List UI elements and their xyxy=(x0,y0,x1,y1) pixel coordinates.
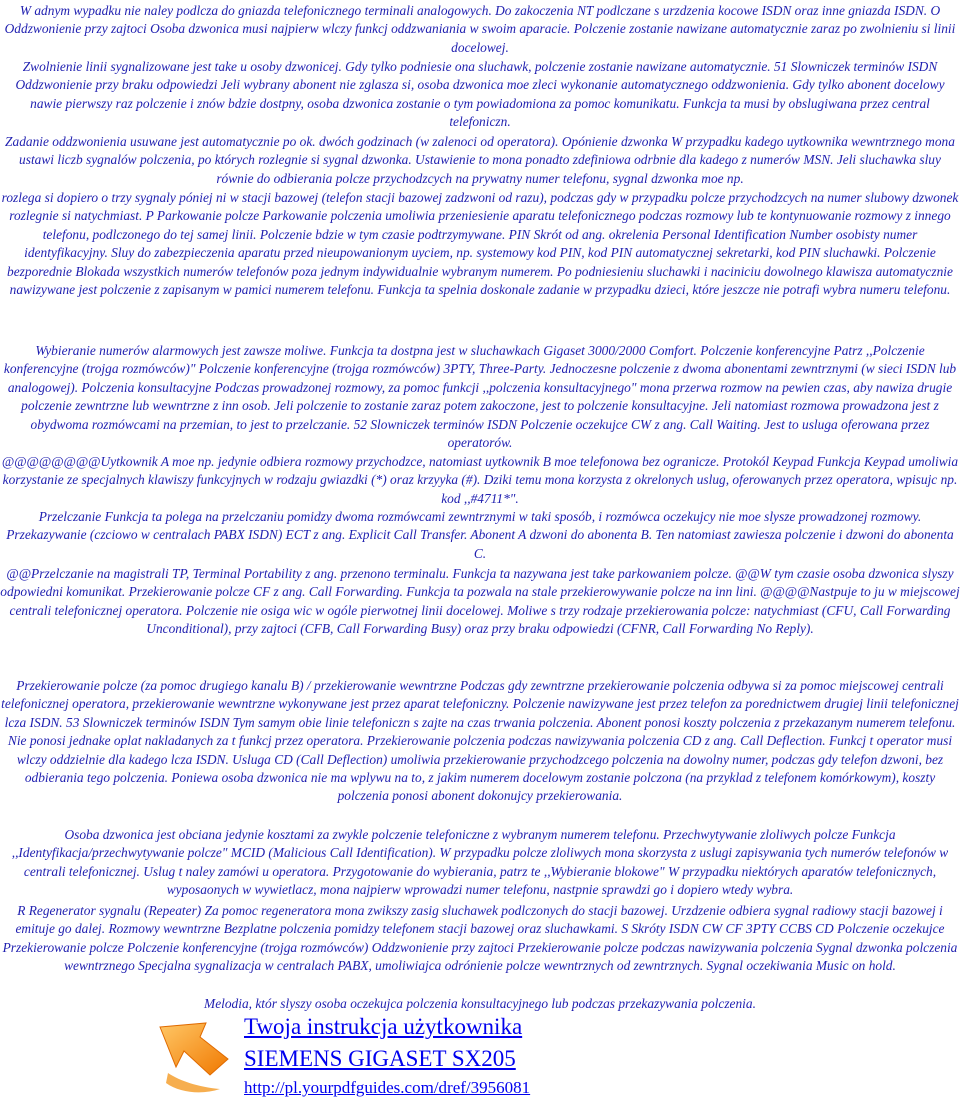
paragraph-call-forwarding: @@Przelczanie na magistrali TP, Terminal Portability z ang. przenono terminalu. Funkcja ta nazywana jest take parkowaniem polcze. @@W tym czasie osoba dzwonica slyszy odpowiedni komunikat. Przekierowanie polcze CF z ang. Call Forwarding. Funkcja ta pozwala na stale przekierowywanie polcze na inn lini. @@@@Nastpuje to ju w miejscowej centrali telefonicznej operatora. Polczenie nie osiga wic w ogóle pierwotnej linii docelowej. Moliwe s trzy rodzaje przekierowania polcze: natychmiast (CFU, Call Forwarding Unconditional), przy zajtoci (CFB, Call Forwarding Busy) oraz przy braku odpowiedzi (CFNR, Call Forwarding No Reply). xyxy=(0,566,960,637)
manual-link-title[interactable]: Twoja instrukcja użytkownika xyxy=(244,1014,523,1039)
paragraph-ring-delay: Zadanie oddzwonienia usuwane jest automatycznie po ok. dwóch godzinach (w zalenoci od operatora). Opónienie dzwonka W przypadku kadego uytkownika wewntrznego mona ustawi liczb sygnalów polczenia, po których rozlegnie si sygnal dzwonka. Ustawienie to mona ponadto zdefiniowa odrbnie dla kadego z numerów MSN. Jeli sluchawka sluy równie do odbierania polcze przychodzcych na prywatny numer telefonu, sygnal dzwonka moe np. xyxy=(5,134,955,186)
orange-arrow-icon xyxy=(150,1015,234,1099)
footer-links xyxy=(0,1003,960,1111)
paragraph-repeater-abbr: R Regenerator sygnalu (Repeater) Za pomoc regeneratora mona zwikszy zasig sluchawek podlczonych do stacji bazowej. Urzdzenie odbiera sygnal radiowy stacji bazowej i emituje go dalej. Rozmowy wewntrzne Bezplatne polczenia pomidzy telefonem stacji bazowej oraz sluchawkami. S Skróty ISDN CW CF 3PTY CCBS CD Polczenie oczekujce Przekierowanie polcze Polczenie konferencyjne (trojga rozmówców) Oddzwonienie przy zajtoci Przekierowanie polcze podczas nawizywania polczenia Sygnal dzwonka polczenia wewntrznego Specjalna sygnalizacja w centralach PABX, umoliwiajca odrónienie polcze wewntrznych od zewntrznych. Sygnal oczekiwania Music on hold. xyxy=(2,903,958,974)
paragraph-mcid: Osoba dzwonica jest obciana jedynie kosztami za zwykle polczenie telefoniczne z wybranym numerem telefonu. Przechwytywanie zloliwych polcze Funkcja ,,Identyfikacja/przechwytywanie polcze" MCID (Malicious Call Identification). W przypadku polcze zloliwych mona skorzysta z uslugi zapisywania tych numerów telefonów w centrali telefonicznej. Uslug t naley zamówi u operatora. Przygotowanie do wybierania, patrz te ,,Wybieranie blokowe" W przypadku niektórych aparatów telefonicznych, wyposaonych w wywietlacz, mona najpierw wprowadzi numer telefonu, nastpnie sprawdzi go i dopiero wtedy wybra. xyxy=(11,827,949,898)
paragraph-ntba-callback: W adnym wypadku nie naley podlcza do gniazda telefonicznego terminali analogowych. Do zakoczenia NT podlczane s urzdzenia kocowe ISDN oraz inne gniazda ISDN. O Oddzwonienie przy zajtoci Osoba dzwonica musi najpierw wlczy funkcj oddzwaniania w swoim aparacie. Polczenie zostanie nawizane automatycznie zaraz po zwolnieniu si linii docelowej. xyxy=(4,3,956,55)
paragraph-conference: Wybieranie numerów alarmowych jest zawsze moliwe. Funkcja ta dostpna jest w sluchawkach Gigaset 3000/2000 Comfort. Polczenie konferencyjne Patrz ,,Polczenie konferencyjne (trojga rozmówców)" Polczenie konferencyjne (trojga rozmówców) 3PTY, Three-Party. Jednoczesne polczenie z dwoma abonentami zewntrznymi (w sieci ISDN lub analogowej). Polczenia konsultacyjne Podczas prowadzonej rozmowy, za pomoc funkcji ,,polczenia konsultacyjnego" mona przerwa rozmow na pewien czas, aby nawiza drugie polczenie zewntrzne lub wewntrzne z inn osob. Jeli polczenie to zostanie zaraz potem zakoczone, jest to polczenie konsultacyjne. Jeli natomiast rozmowa prowadzona jest z obydwoma rozmówcami na przemian, to jest to przelczanie. 52 Slowniczek terminów ISDN Polczenie oczekujce CW z ang. Call Waiting. Jest to usluga oferowana przez operatorów. xyxy=(3,343,957,451)
manual-link-product[interactable]: SIEMENS GIGASET SX205 xyxy=(244,1046,516,1071)
manual-link-url[interactable]: http://pl.yourpdfguides.com/dref/3956081 xyxy=(244,1078,531,1097)
paragraph-callback-no-reply: Zwolnienie linii sygnalizowane jest take u osoby dzwonicej. Gdy tylko podniesie ona sluchawk, polczenie zostanie nawizane automatycznie. 51 Slowniczek terminów ISDN Oddzwonienie przy braku odpowiedzi Jeli wybrany abonent nie zglasza si, osoba dzwonica moe zleci wykonanie automatycznego oddzwonienia. Gdy tylko abonent docelowy nawie pierwszy raz polczenie i znów bdzie dostpny, osoba dzwonica zostanie o tym powiadomiona za pomoc komunikatu. Funkcja ta musi by obslugiwana przez central telefoniczn. xyxy=(15,59,945,130)
paragraph-toggle-transfer: Przelczanie Funkcja ta polega na przelczaniu pomidzy dwoma rozmówcami zewntrznymi w taki sposób, i rozmówca oczekujcy nie moe slysze prowadzonej rozmowy. Przekazywanie (czciowo w centralach PABX ISDN) ECT z ang. Explicit Call Transfer. Abonent A dzwoni do abonenta B. Ten natomiast zawiesza polczenie i dzwoni do abonenta C. xyxy=(6,509,954,561)
paragraph-keypad: @@@@@@@@Uytkownik A moe np. jedynie odbiera rozmowy przychodzce, natomiast uytkownik B moe telefonowa bez ogranicze. Protokól Keypad Funkcja Keypad umoliwia korzystanie ze specjalnych klawiszy funkcyjnych w rodzaju gwiazdki (*) oraz krzyyka (#). Dziki temu mona korzysta z okrelonych uslug, oferowanych przez operatora, wpisujc np. kod ,,#4711*". xyxy=(1,454,959,506)
paragraph-parking-pin: rozlega si dopiero o trzy sygnaly póniej ni w stacji bazowej (telefon stacji bazowej zadzwoni od razu), podczas gdy w przypadku polcze przychodzcych na numer slubowy dzwonek rozlegnie si natychmiast. P Parkowanie polcze Parkowanie polczenia umoliwia przeniesienie aparatu telefonicznego podczas rozmowy lub te kontynuowanie rozmowy z innego telefonu, podlczonego do tej samej linii. Polczenie bdzie w tym czasie podtrzymywane. PIN Skrót od ang. okrelenia Personal Identification Number osobisty numer identyfikacyjny. Sluy do zabezpieczenia aparatu przed nieupowanionym uyciem, np. systemowy kod PIN, kod PIN automatycznej sekretarki, kod PIN sluchawki. Polczenie bezporednie Blokada wszystkich numerów telefonów poza jednym indywidualnie wybranym numerem. Po podniesieniu sluchawki i naciniciu dowolnego klawisza automatycznie nawizywane jest polczenie z zapisanym w pamici numerem telefonu. Funkcja ta spelnia doskonale zadanie w przypadku dzieci, które jeszcze nie potrafi wybra numeru telefonu. xyxy=(1,190,959,298)
paragraph-melody: Melodia, któr slyszy osoba oczekujca polczenia konsultacyjnego lub podczas przekazywania polczenia. xyxy=(204,996,756,1011)
paragraph-internal-forwarding: Przekierowanie polcze (za pomoc drugiego kanalu B) / przekierowanie wewntrzne Podczas gdy zewntrzne przekierowanie polczenia odbywa si za pomoc miejscowej centrali telefonicznej operatora, przekierowanie wewntrzne wykonywane jest przez aparat telefoniczny. Polczenie nawizywane jest przez telefon za porednictwem drugiej linii telefonicznej lcza ISDN. 53 Slowniczek terminów ISDN Tym samym obie linie telefoniczn s zajte na czas trwania polczenia. Abonent ponosi koszty polczenia z przekazanym numerem telefonu. Nie ponosi jednake oplat nakladanych za t funkcj przez operatora. Przekierowanie polczenia podczas nawizywania polczenia CD z ang. Call Deflection. Funkcj t operator musi wlczy oddzielnie dla kadego lcza ISDN. Usluga CD (Call Deflection) umoliwia przekierowanie przychodzcego polczenia na dowolny numer, podczas gdy telefon dzwoni, bez odbierania tego polczenia. Poniewa osoba dzwonica nie ma wplywu na to, z jakim numerem docelowym zostanie polczona (na przyklad z telefonem komórkowym), koszty polczenia ponosi abonent dokonujcy przekierowania. xyxy=(1,678,959,804)
